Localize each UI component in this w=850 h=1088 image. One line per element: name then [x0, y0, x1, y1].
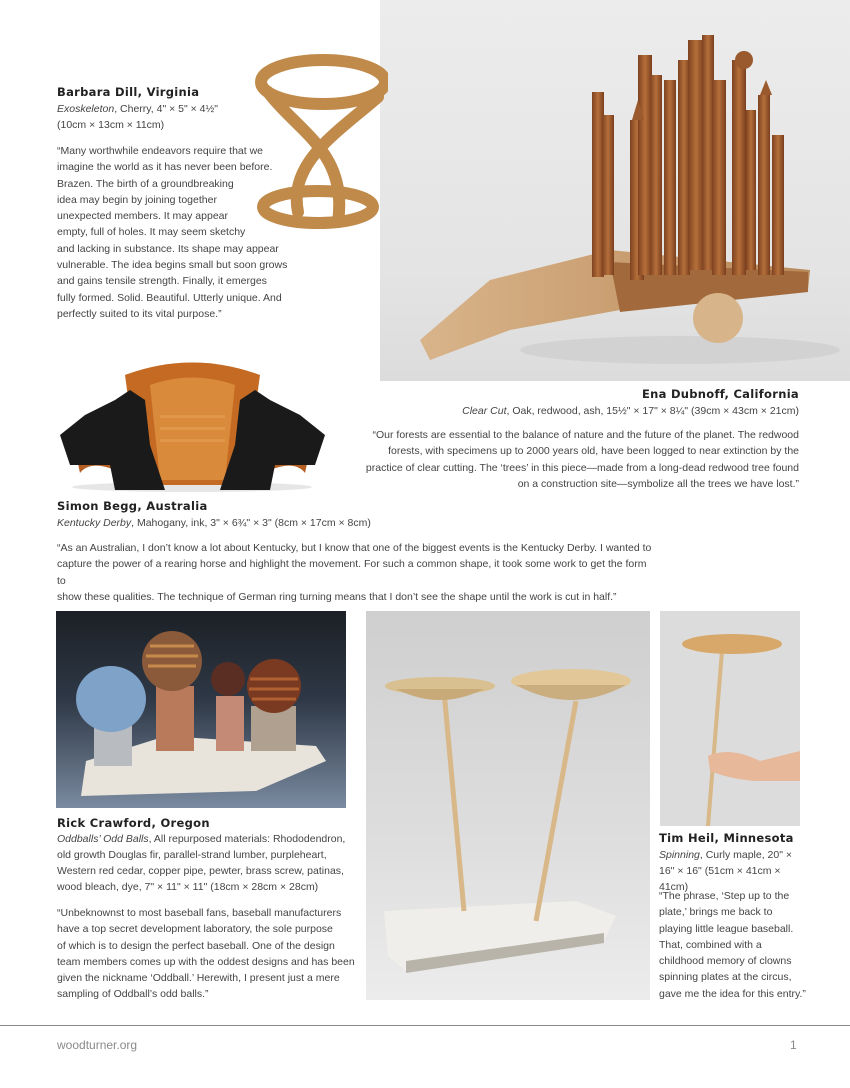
work-details: [57, 515, 417, 531]
work-materials: , Mahogany, ink, 3" × 6¾" × 3" (8cm × 17cm × 8cm): [131, 517, 371, 529]
quote-line: practice of clear cutting. The ‘trees’ in this piece—made from a long-dead redwood tree found: [365, 461, 799, 474]
oddballs-photo: [56, 611, 346, 808]
quote-line: given the nickname ‘Oddball.’ Herewith, I present just a mere: [57, 972, 340, 985]
artist-name: Tim Heil, Minnesota: [659, 831, 794, 845]
artist-quote: [659, 888, 809, 1002]
work-dimensions: 16" × 16" (51cm × 41cm × 41cm): [659, 865, 781, 893]
work-materials: , Oak, redwood, ash, 15½" × 17" × 8¼" (39cm × 43cm × 21cm): [506, 405, 799, 417]
quote-line: “Unbeknownst to most baseball fans, baseball manufacturers: [57, 907, 342, 919]
artist-quote: [359, 427, 799, 492]
artist-name: Rick Crawford, Oregon: [57, 816, 210, 830]
work-details: [57, 831, 367, 895]
quote-line: of which is to design the perfect baseball. One of the design: [57, 939, 335, 952]
quote-line: perfectly suited to its vital purpose.”: [57, 307, 222, 320]
quote-line: show these qualities. The technique of German ring turning means that I don’t see the shape until the work is cut in half.”: [57, 590, 617, 603]
artist-name: Barbara Dill, Virginia: [57, 85, 200, 99]
quote-line: have a top secret development laboratory, the sole purpose: [57, 923, 333, 936]
artist-quote: [57, 540, 657, 605]
quote-line: playing little league baseball.: [659, 922, 794, 935]
artist-quote: [57, 905, 367, 1003]
work-details: [57, 101, 277, 117]
work-title: Clear Cut: [462, 405, 507, 417]
quote-line: sampling of Oddball’s odd balls.”: [57, 988, 209, 1001]
quote-line: and gains tensile strength. Finally, it emerges: [57, 275, 267, 288]
page-number: 1: [790, 1038, 797, 1052]
quote-line: “Our forests are essential to the balance of nature and the future of the planet. The redwood: [372, 429, 799, 441]
quote-line: forests, with specimens up to 2000 years old, have been logged to near extinction by the: [388, 445, 799, 458]
work-dimensions: (10cm × 13cm × 11cm): [57, 119, 165, 131]
quote-line: “Many worthwhile endeavors require that we: [57, 145, 264, 157]
quote-line: fully formed. Solid. Beautiful. Utterly unique. And: [57, 291, 282, 304]
footer-rule: [0, 1025, 850, 1026]
work-title: Spinning: [659, 849, 700, 861]
quote-line: and lacking in substance. Its shape may appear: [57, 242, 279, 255]
quote-line: unexpected members. It may appear: [57, 210, 229, 223]
quote-line: vulnerable. The idea begins small but soon grows: [57, 259, 288, 272]
work-materials: Western red cedar, copper pipe, pewter, brass screw, patinas,: [57, 865, 344, 877]
work-materials: , Curly maple, 20" ×: [699, 849, 793, 861]
quote-line: childhood memory of clowns: [659, 955, 792, 968]
kentucky-derby-photo: [55, 355, 330, 495]
quote-line: plate,’ brings me back to: [659, 906, 773, 919]
quote-line: “As an Australian, I don’t know a lot about Kentucky, but I know that one of the biggest events is the Kentucky Derby. I wanted to: [57, 542, 652, 554]
artist-quote: [57, 143, 297, 322]
footer-site-link[interactable]: woodturner.org: [57, 1038, 138, 1052]
quote-line: gave me the idea for this entry.”: [659, 987, 806, 1000]
work-dimensions: wood bleach, dye, 7" × 11" × 11" (18cm × 28cm × 28cm): [57, 881, 319, 893]
artist-name: Simon Begg, Australia: [57, 499, 208, 513]
work-materials: , Cherry, 4" × 5" × 4½": [114, 103, 218, 115]
work-title: Kentucky Derby: [57, 517, 132, 529]
quote-line: That, combined with a: [659, 938, 762, 951]
quote-line: “The phrase, ‘Step up to the: [659, 890, 790, 902]
work-title: Exoskeleton: [57, 103, 115, 115]
work-materials: , All repurposed materials: Rhododendron,: [148, 833, 346, 845]
quote-line: on a construction site—symbolize all the trees we have lost.”: [517, 477, 799, 490]
clear-cut-photo: [380, 0, 850, 381]
spinning-plate-hand-photo: [660, 611, 800, 826]
work-materials: old growth Douglas fir, parallel-strand lumber, purpleheart,: [57, 849, 327, 861]
quote-line: team members comes up with the oddest designs and has been: [57, 955, 355, 968]
quote-line: Brazen. The birth of a groundbreaking: [57, 177, 234, 190]
quote-line: imagine the world as it has never been before.: [57, 161, 273, 174]
work-title: Oddballs’ Odd Balls: [57, 833, 149, 845]
quote-line: empty, full of holes. It may seem sketchy: [57, 226, 246, 239]
quote-line: capture the power of a rearing horse and highlight the movement. For such a common shape, it took some work to get the form to: [57, 558, 647, 587]
quote-line: idea may begin by joining together: [57, 193, 217, 206]
spinning-plates-photo: [366, 611, 650, 1000]
work-details: [359, 403, 799, 419]
artist-name: Ena Dubnoff, California: [641, 387, 799, 401]
quote-line: spinning plates at the circus,: [659, 971, 792, 984]
